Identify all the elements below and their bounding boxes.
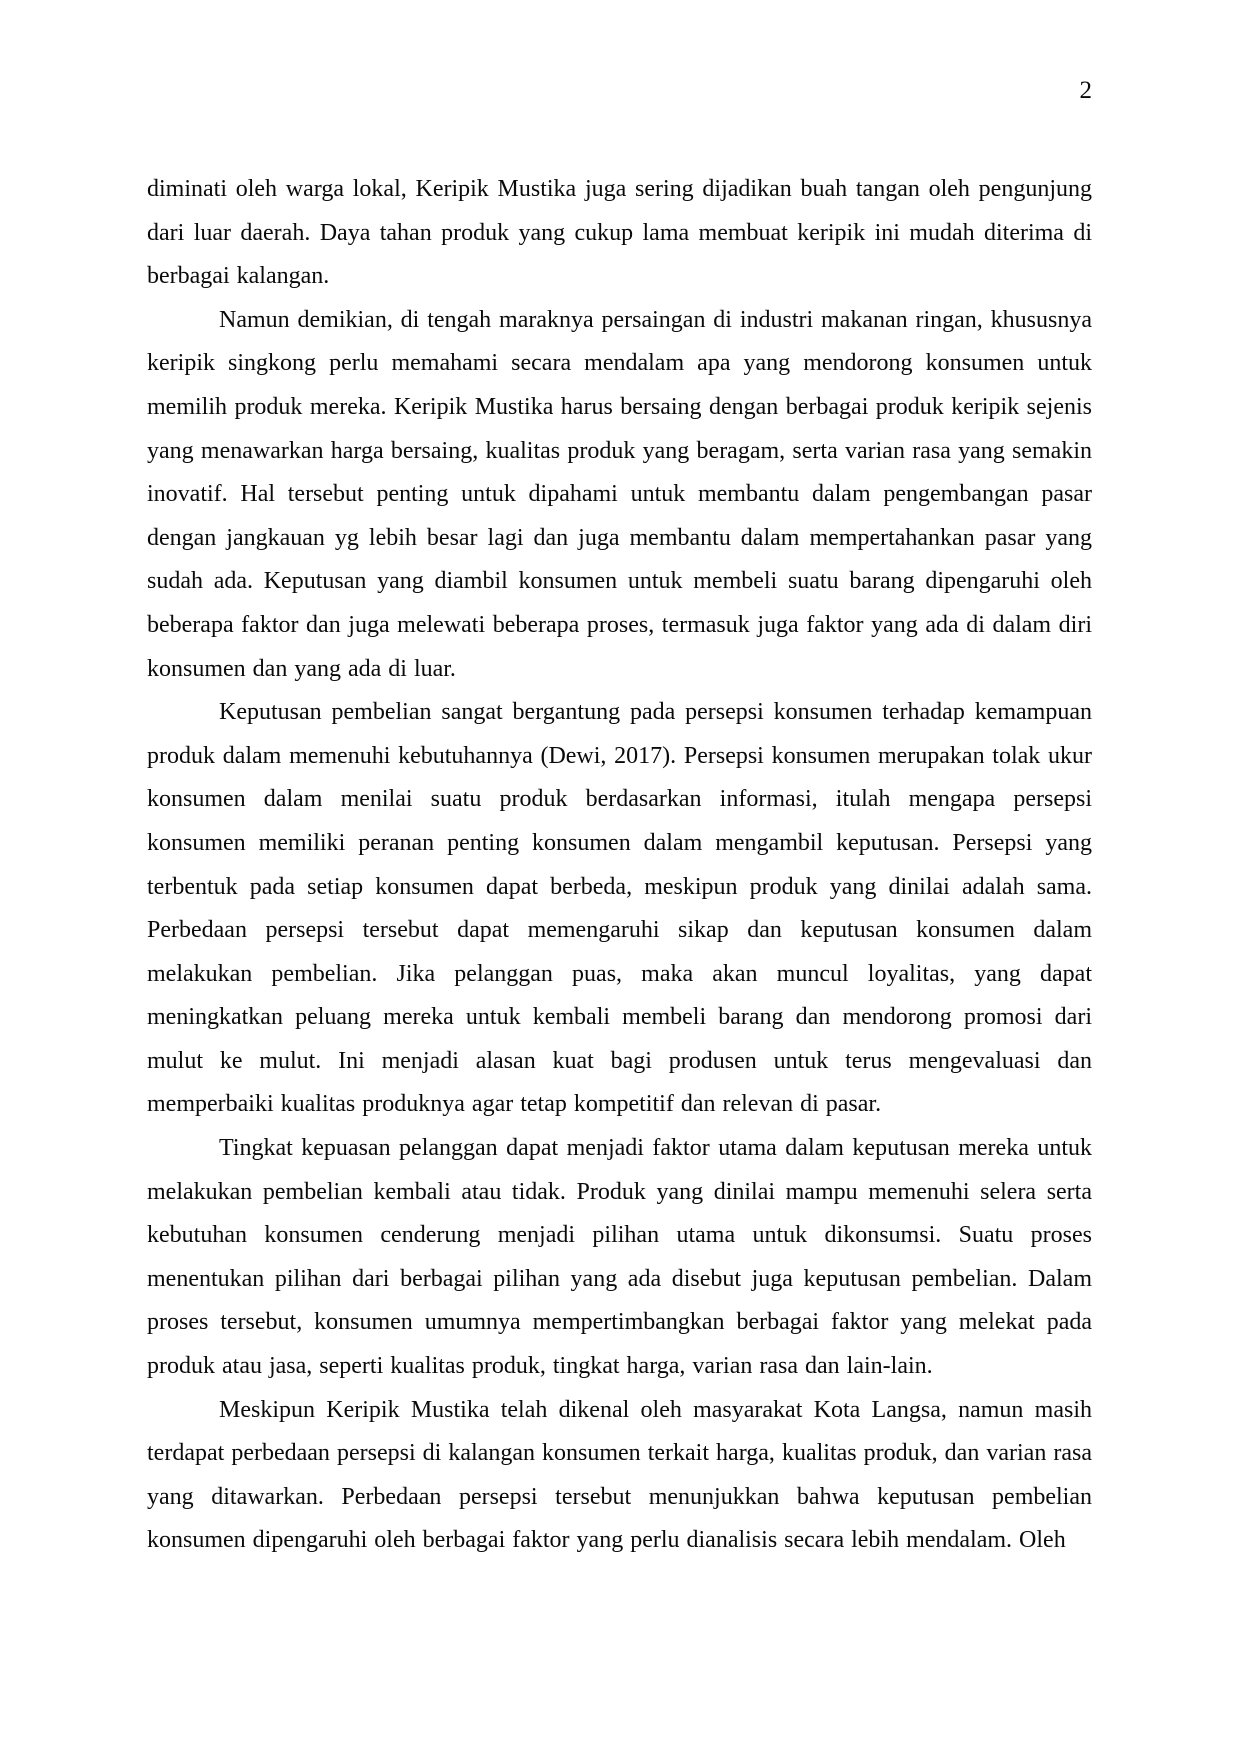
page-body (147, 168, 1092, 1563)
body-paragraph: diminati oleh warga lokal, Keripik Mustika juga sering dijadikan buah tangan oleh pengunjung dari luar daerah. Daya tahan produk yang cukup lama membuat keripik ini mudah diterima di berbagai kalangan. (147, 176, 1092, 290)
body-paragraph: Keputusan pembelian sangat bergantung pada persepsi konsumen terhadap kemampuan produk dalam memenuhi kebutuhannya (Dewi, 2017). Persepsi konsumen merupakan tolak ukur konsumen dalam menilai suatu produk berdasarkan informasi, itulah mengapa persepsi konsumen memiliki peranan penting konsumen dalam mengambil keputusan. Persepsi yang terbentuk pada setiap konsumen dapat berbeda, meskipun produk yang dinilai adalah sama. Perbedaan persepsi tersebut dapat memengaruhi sikap dan keputusan konsumen dalam melakukan pembelian. Jika pelanggan puas, maka akan muncul loyalitas, yang dapat meningkatkan peluang mereka untuk kembali membeli barang dan mendorong promosi dari mulut ke mulut. Ini menjadi alasan kuat bagi produsen untuk terus mengevaluasi dan memperbaiki kualitas produknya agar tetap kompetitif dan relevan di pasar. (147, 699, 1092, 1118)
body-paragraph: Meskipun Keripik Mustika telah dikenal oleh masyarakat Kota Langsa, namun masih terdapat perbedaan persepsi di kalangan konsumen terkait harga, kualitas produk, dan varian rasa yang ditawarkan. Perbedaan persepsi tersebut menunjukkan bahwa keputusan pembelian konsumen dipengaruhi oleh berbagai faktor yang perlu dianalisis secara lebih mendalam. Oleh (147, 1396, 1092, 1554)
page-number: 2 (1079, 77, 1092, 104)
body-paragraph: Tingkat kepuasan pelanggan dapat menjadi faktor utama dalam keputusan mereka untuk melakukan pembelian kembali atau tidak. Produk yang dinilai mampu memenuhi selera serta kebutuhan konsumen cenderung menjadi pilihan utama untuk dikonsumsi. Suatu proses menentukan pilihan dari berbagai pilihan yang ada disebut juga keputusan pembelian. Dalam proses tersebut, konsumen umumnya mempertimbangkan berbagai faktor yang melekat pada produk atau jasa, seperti kualitas produk, tingkat harga, varian rasa dan lain-lain. (147, 1135, 1092, 1380)
page-header (147, 76, 1092, 106)
body-paragraph: Namun demikian, di tengah maraknya persaingan di industri makanan ringan, khususnya keripik singkong perlu memahami secara mendalam apa yang mendorong konsumen untuk memilih produk mereka. Keripik Mustika harus bersaing dengan berbagai produk keripik sejenis yang menawarkan harga bersaing, kualitas produk yang beragam, serta varian rasa yang semakin inovatif. Hal tersebut penting untuk dipahami untuk membantu dalam pengembangan pasar dengan jangkauan yg lebih besar lagi dan juga membantu dalam mempertahankan pasar yang sudah ada. Keputusan yang diambil konsumen untuk membeli suatu barang dipengaruhi oleh beberapa faktor dan juga melewati beberapa proses, termasuk juga faktor yang ada di dalam diri konsumen dan yang ada di luar. (147, 306, 1092, 682)
